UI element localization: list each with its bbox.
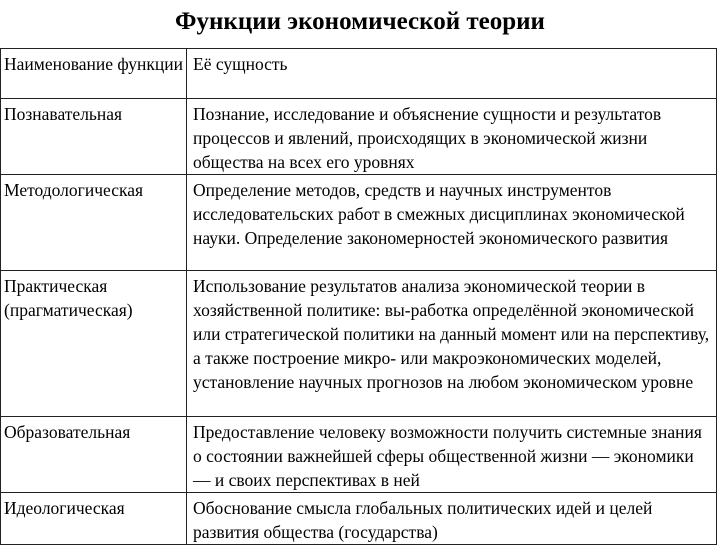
function-essence: Предоставление человеку возможности получить системные знания о состоянии важнейшей сферы общественной жизни — экономики — и своих перспективах в ней (187, 417, 717, 493)
function-name: Образовательная (1, 417, 187, 493)
function-name: Идеологическая (1, 493, 187, 545)
table-row (1, 99, 717, 175)
table-row (1, 417, 717, 493)
function-essence: Определение методов, средств и научных инструментов исследовательских работ в смежных дисциплинах экономической науки. Определение закономерностей экономического развития (187, 175, 717, 271)
column-header-name: Наименование функции (1, 49, 187, 99)
table-header-row (1, 49, 717, 99)
functions-table (0, 48, 717, 545)
table-row (1, 493, 717, 545)
function-name: Практическая (прагматическая) (1, 271, 187, 417)
page-title: Функции экономической теории (175, 8, 545, 35)
function-essence: Познание, исследование и объяснение сущности и результатов процессов и явлений, происходящих в экономической жизни общества на всех его уровнях (187, 99, 717, 175)
function-name: Методологическая (1, 175, 187, 271)
function-name: Познавательная (1, 99, 187, 175)
column-header-essence: Её сущность (187, 49, 717, 99)
table-row (1, 175, 717, 271)
function-essence: Обоснование смысла глобальных политических идей и целей развития общества (государства) (187, 493, 717, 545)
table-row (1, 271, 717, 417)
function-essence: Использование результатов анализа экономической теории в хозяйственной политике: вы-работка определённой экономической или стратегической политики на данный момент или на перспективу, а также построение микро- или макроэкономических моделей, установление научных прогнозов на любом экономическом уровне (187, 271, 717, 417)
